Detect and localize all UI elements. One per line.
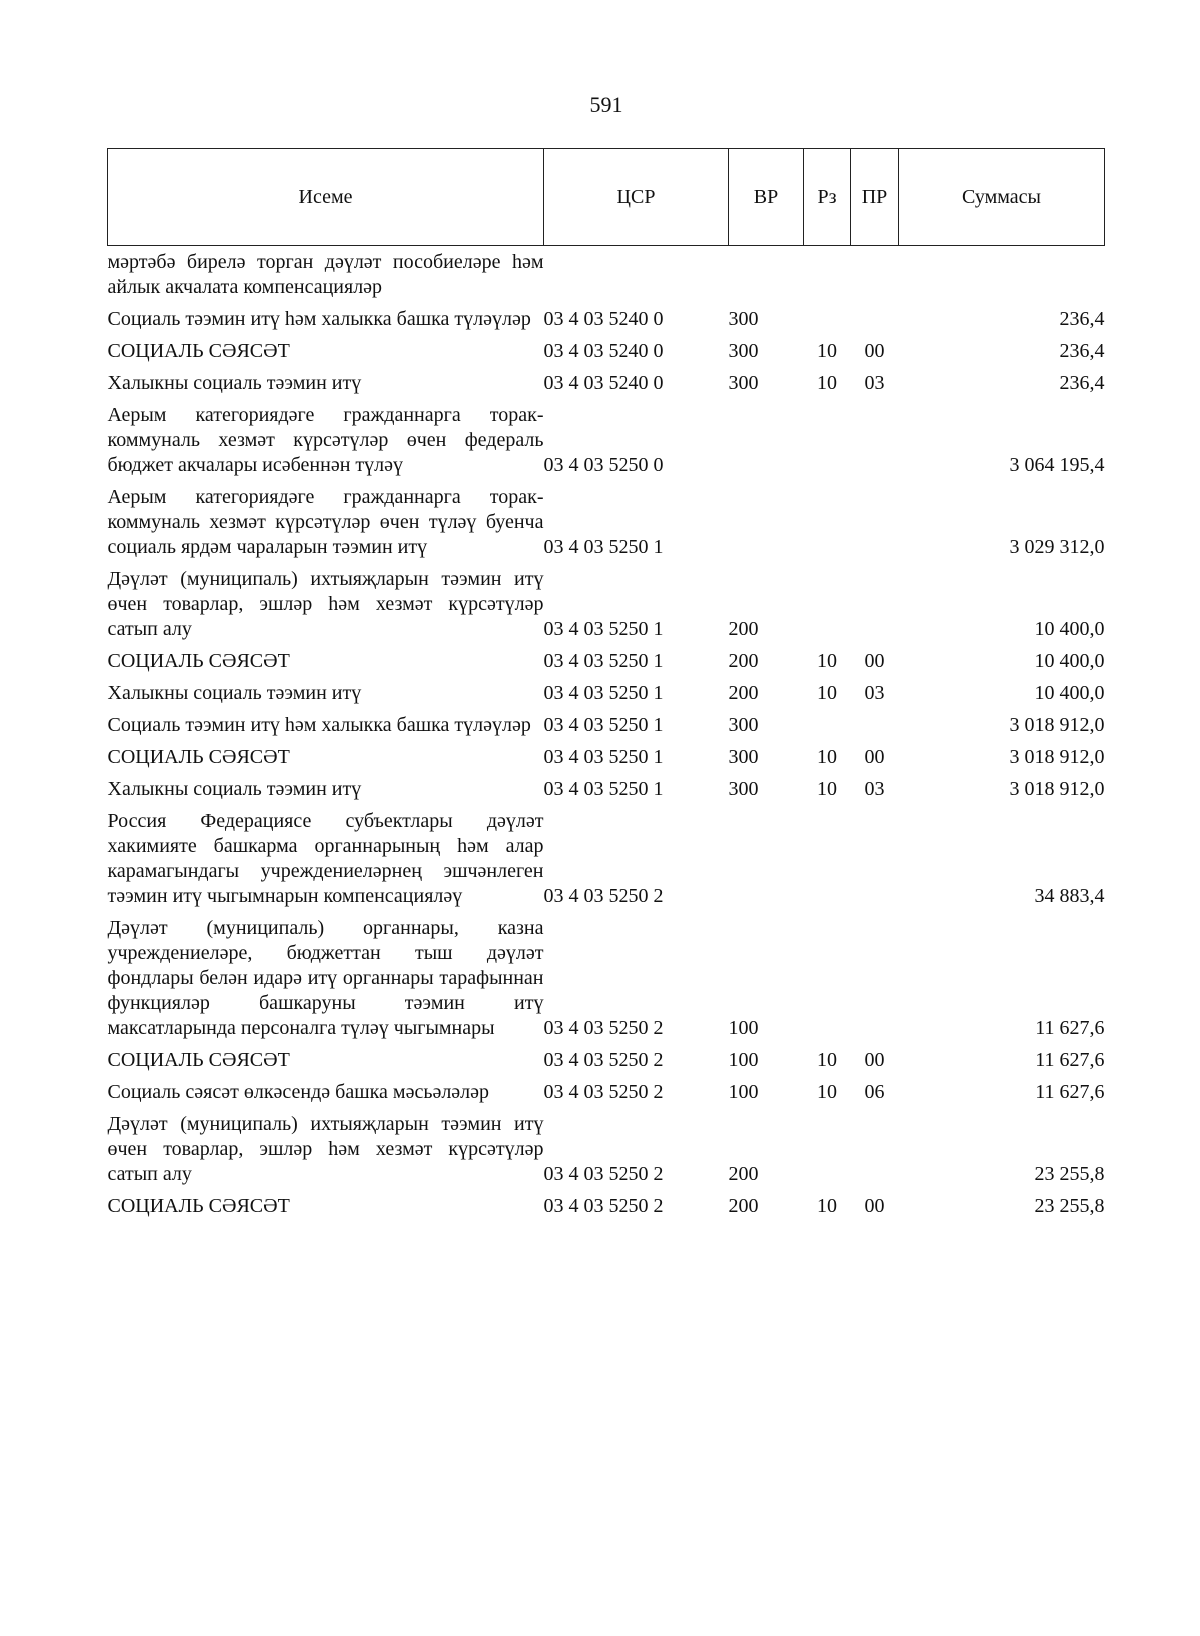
row-rz-code: 10 (817, 778, 837, 800)
row-vr-code (729, 399, 804, 481)
row-rz-code (804, 563, 851, 645)
row-rz-code: 10 (817, 682, 837, 704)
row-vr-code: 300 (728, 340, 759, 362)
row-name: СОЦИАЛЬ СӘЯСӘТ (107, 1049, 290, 1071)
header-csr: ЦСР (544, 149, 729, 246)
row-csr-code: 03 4 03 5250 0 (543, 454, 664, 476)
row-pr-code: 03 (864, 372, 885, 394)
row-rz-code: 10 (817, 1049, 837, 1071)
row-vr-code: 100 (728, 1049, 759, 1071)
row-csr-code: 03 4 03 5250 1 (543, 714, 664, 736)
row-amount: 3 029 312,0 (1009, 536, 1105, 558)
row-name: Дәүләт (муниципаль) органнары, казна учреждениеләре, бюджеттан тыш дәүләт фондлары белән идарә итү органнары тарафыннан функцияләр башкаруны тәэмин итү максатларында персоналга түләү чыгымнары (107, 917, 544, 1039)
table-row (108, 335, 1105, 367)
row-name: Дәүләт (муниципаль) ихтыяҗларын тәэмин итү өчен товарлар, эшләр һәм хезмәт күрсәтүләр сатып алу (107, 1113, 544, 1185)
row-pr-code: 00 (864, 1049, 885, 1071)
row-name: Аерым категориядәге гражданнарга торак-коммуналь хезмәт күрсәтүләр өчен федераль бюджет акчалары исәбеннән түләү (107, 404, 544, 476)
row-pr-code (851, 912, 899, 1044)
row-amount: 11 627,6 (1035, 1081, 1105, 1103)
row-vr-code: 200 (728, 1163, 759, 1185)
row-vr-code (729, 246, 804, 304)
row-amount: 34 883,4 (1034, 885, 1105, 907)
row-amount: 10 400,0 (1034, 650, 1105, 672)
row-rz-code (804, 399, 851, 481)
header-amount: Суммасы (899, 149, 1105, 246)
row-name: Халыкны социаль тәэмин итү (107, 778, 362, 800)
row-csr-code: 03 4 03 5250 2 (543, 1195, 664, 1217)
row-vr-code: 200 (728, 650, 759, 672)
header-name: Исеме (108, 149, 544, 246)
row-amount: 236,4 (1059, 372, 1105, 394)
row-vr-code: 100 (728, 1017, 759, 1039)
table-row (108, 481, 1105, 563)
row-vr-code: 300 (728, 714, 759, 736)
row-vr-code: 100 (728, 1081, 759, 1103)
row-name: Социаль тәэмин итү һәм халыкка башка түләүләр (107, 714, 531, 736)
row-csr-code: 03 4 03 5250 1 (543, 650, 664, 672)
row-amount: 11 627,6 (1035, 1017, 1105, 1039)
row-pr-code: 03 (864, 682, 885, 704)
row-vr-code (729, 481, 804, 563)
header-pr: ПР (851, 149, 899, 246)
row-amount (899, 246, 1105, 304)
row-amount: 3 018 912,0 (1009, 746, 1105, 768)
row-pr-code (851, 246, 899, 304)
row-rz-code (804, 1108, 851, 1190)
table-row (108, 1044, 1105, 1076)
row-pr-code (851, 709, 899, 741)
table-row (108, 645, 1105, 677)
row-amount: 236,4 (1059, 340, 1105, 362)
row-pr-code: 00 (864, 650, 885, 672)
row-name: Аерым категориядәге гражданнарга торак-коммуналь хезмәт күрсәтүләр өчен түләү буенча социаль ярдәм чараларын тәэмин итү (107, 486, 544, 558)
row-vr-code: 300 (728, 778, 759, 800)
row-vr-code: 200 (728, 682, 759, 704)
row-amount: 10 400,0 (1034, 618, 1105, 640)
row-amount: 236,4 (1059, 308, 1105, 330)
row-rz-code (804, 912, 851, 1044)
row-name: Социаль сәясәт өлкәсендә башка мәсьәләләр (107, 1081, 490, 1103)
row-pr-code (851, 303, 899, 335)
header-vr: ВР (729, 149, 804, 246)
table-row (108, 741, 1105, 773)
row-name: СОЦИАЛЬ СӘЯСӘТ (107, 340, 290, 362)
row-pr-code: 06 (864, 1081, 885, 1103)
table-row (108, 1108, 1105, 1190)
row-vr-code: 200 (728, 1195, 759, 1217)
row-name: Россия Федерациясе субъектлары дәүләт хакимияте башкарма органнарының һәм алар карамагындагы учреждениеләрнең эшчәнлеген тәэмин итү чыгымнарын компенсацияләү (107, 810, 544, 907)
table-row (108, 912, 1105, 1044)
row-pr-code: 03 (864, 778, 885, 800)
row-pr-code: 00 (864, 1195, 885, 1217)
row-csr-code: 03 4 03 5250 1 (543, 536, 664, 558)
row-rz-code (804, 481, 851, 563)
row-name: Халыкны социаль тәэмин итү (107, 682, 362, 704)
table-row (108, 805, 1105, 912)
row-pr-code: 00 (864, 746, 885, 768)
row-pr-code: 00 (864, 340, 885, 362)
row-amount: 11 627,6 (1035, 1049, 1105, 1071)
row-pr-code (851, 563, 899, 645)
row-vr-code: 300 (728, 308, 759, 330)
row-name: СОЦИАЛЬ СӘЯСӘТ (107, 650, 290, 672)
row-csr-code (544, 246, 729, 304)
row-csr-code: 03 4 03 5240 0 (543, 308, 664, 330)
row-csr-code: 03 4 03 5250 2 (543, 1049, 664, 1071)
row-vr-code: 300 (728, 372, 759, 394)
table-row (108, 303, 1105, 335)
row-rz-code: 10 (817, 1195, 837, 1217)
row-pr-code (851, 805, 899, 912)
row-name: мәртәбә бирелә торган дәүләт пособиеләре һәм айлык акчалата компенсацияләр (107, 251, 544, 298)
table-row (108, 399, 1105, 481)
row-rz-code: 10 (817, 746, 837, 768)
table-row (108, 1076, 1105, 1108)
row-name: СОЦИАЛЬ СӘЯСӘТ (107, 1195, 290, 1217)
row-amount: 23 255,8 (1034, 1195, 1105, 1217)
row-amount: 3 064 195,4 (1009, 454, 1105, 476)
row-rz-code: 10 (817, 650, 837, 672)
row-rz-code (804, 303, 851, 335)
table-body (108, 246, 1105, 1223)
row-pr-code (851, 1108, 899, 1190)
row-csr-code: 03 4 03 5250 2 (543, 1081, 664, 1103)
row-csr-code: 03 4 03 5250 1 (543, 618, 664, 640)
table-row (108, 367, 1105, 399)
row-csr-code: 03 4 03 5250 2 (543, 1163, 664, 1185)
row-name: Халыкны социаль тәэмин итү (107, 372, 362, 394)
row-csr-code: 03 4 03 5250 1 (543, 778, 664, 800)
row-rz-code (804, 246, 851, 304)
row-rz-code: 10 (817, 1081, 837, 1103)
row-amount: 10 400,0 (1034, 682, 1105, 704)
row-csr-code: 03 4 03 5250 2 (543, 885, 664, 907)
row-vr-code (729, 805, 804, 912)
row-rz-code: 10 (817, 372, 837, 394)
row-csr-code: 03 4 03 5240 0 (543, 372, 664, 394)
row-pr-code (851, 481, 899, 563)
table-row (108, 246, 1105, 304)
row-name: Социаль тәэмин итү һәм халыкка башка түләүләр (107, 308, 531, 330)
row-rz-code: 10 (817, 340, 837, 362)
row-name: Дәүләт (муниципаль) ихтыяҗларын тәэмин итү өчен товарлар, эшләр һәм хезмәт күрсәтүләр сатып алу (107, 568, 544, 640)
table-row (108, 773, 1105, 805)
row-rz-code (804, 709, 851, 741)
row-amount: 23 255,8 (1034, 1163, 1105, 1185)
row-name: СОЦИАЛЬ СӘЯСӘТ (107, 746, 290, 768)
page-number: 591 (589, 92, 623, 117)
table-row (108, 563, 1105, 645)
row-amount: 3 018 912,0 (1009, 714, 1105, 736)
row-csr-code: 03 4 03 5250 1 (543, 682, 664, 704)
table-row (108, 677, 1105, 709)
row-csr-code: 03 4 03 5240 0 (543, 340, 664, 362)
table-header (108, 149, 1105, 246)
row-amount: 3 018 912,0 (1009, 778, 1105, 800)
row-csr-code: 03 4 03 5250 1 (543, 746, 664, 768)
row-pr-code (851, 399, 899, 481)
table-row (108, 1190, 1105, 1222)
row-vr-code: 300 (728, 746, 759, 768)
budget-table (107, 148, 1105, 1222)
header-rz: Рз (804, 149, 851, 246)
row-csr-code: 03 4 03 5250 2 (543, 1017, 664, 1039)
table-row (108, 709, 1105, 741)
row-rz-code (804, 805, 851, 912)
row-vr-code: 200 (728, 618, 759, 640)
